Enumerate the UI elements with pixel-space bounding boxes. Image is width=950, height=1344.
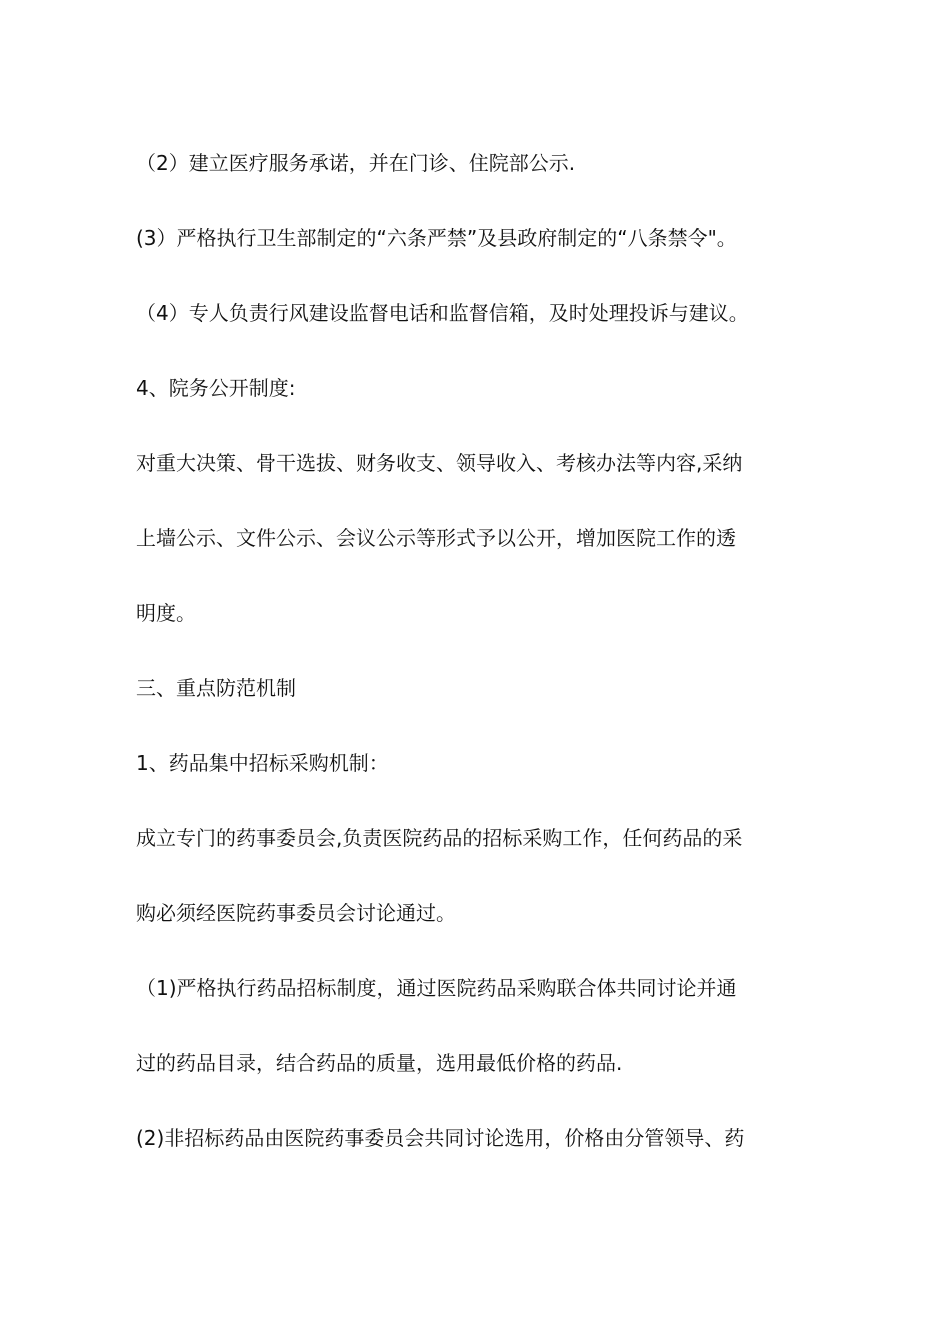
text-line: 对重大决策、骨干选拔、财务收支、领导收入、考核办法等内容,采纳: [136, 451, 743, 475]
section-heading: 4、院务公开制度:: [136, 376, 296, 400]
text-line: 购必须经医院药事委员会讨论通过。: [136, 901, 456, 925]
document-body: [136, 144, 826, 1194]
text-line: （4）专人负责行风建设监督电话和监督信箱，及时处理投诉与建议。: [136, 301, 749, 325]
text-line: (2)非招标药品由医院药事委员会共同讨论选用，价格由分管领导、药: [136, 1126, 745, 1150]
text-line: 成立专门的药事委员会,负责医院药品的招标采购工作，任何药品的采: [136, 826, 743, 850]
text-line: 明度。: [136, 601, 196, 625]
text-line: （2）建立医疗服务承诺，并在门诊、住院部公示.: [136, 151, 576, 175]
section-heading: 三、重点防范机制: [136, 676, 296, 700]
text-line: （1)严格执行药品招标制度，通过医院药品采购联合体共同讨论并通: [136, 976, 737, 1000]
text-line: 过的药品目录，结合药品的质量，选用最低价格的药品.: [136, 1051, 623, 1075]
text-line: (3）严格执行卫生部制定的“六条严禁”及县政府制定的“八条禁令"。: [136, 226, 737, 250]
text-line: 上墙公示、文件公示、会议公示等形式予以公开，增加医院工作的透: [136, 526, 736, 550]
section-heading: 1、药品集中招标采购机制：: [136, 751, 389, 775]
